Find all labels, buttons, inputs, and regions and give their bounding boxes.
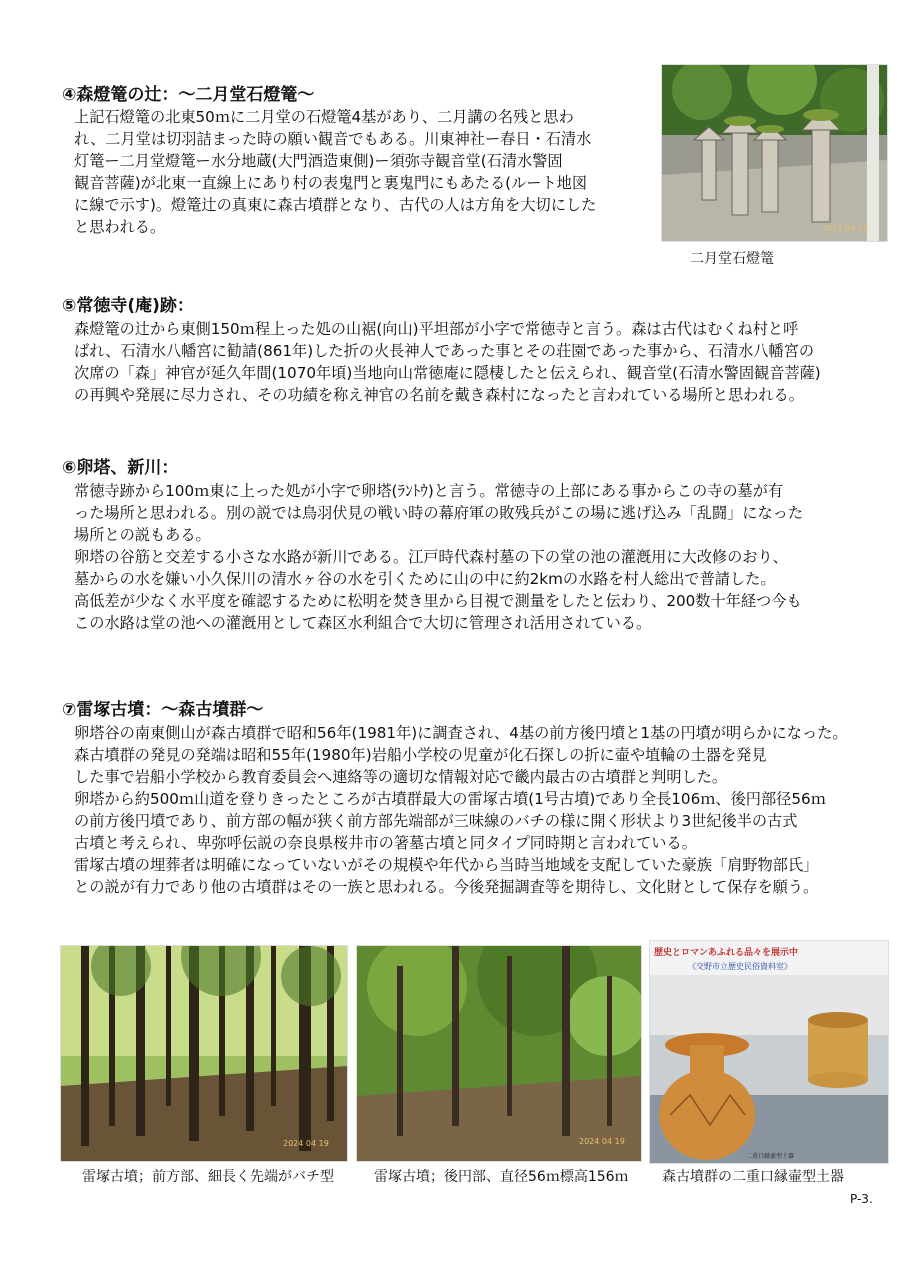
section-6-line: 卵塔の谷筋と交差する小さな水路が新川である。江戸時代森村墓の下の堂の池の灌漑用に大改修のおり、 (74, 548, 788, 566)
section-7-line: の前方後円墳であり、前方部の幅が狭く前方部先端部が三味線のバチの様に開く形状より3世紀後半の古式 (74, 812, 798, 830)
section-5-body (74, 318, 821, 406)
forest-rear-photo (356, 945, 642, 1162)
section-4-body (74, 106, 596, 238)
forest-front-photo (60, 945, 348, 1162)
section-7-line: した事で岩船小学校から教育委員会へ連絡等の適切な情報対応で畿内最古の古墳群と判明した。 (74, 768, 728, 786)
section-7-line: との説が有力であり他の古墳群はその一族と思われる。今後発掘調査等を期待し、文化財として保存を願う。 (74, 878, 819, 896)
museum-label-card: 二重口縁壷型土器 (746, 1153, 795, 1160)
forest-rear-caption: 雷塚古墳；後円部、直径56ｍ標高156ｍ (374, 1169, 629, 1185)
section-6-line: 場所との説もある。 (74, 526, 211, 544)
museum-pottery-photo (649, 940, 889, 1164)
section-6-line: った場所と思われる。別の説では鳥羽伏見の戦い時の幕府軍の敗残兵がこの場に逃げ込み「乱闘」になった (74, 504, 803, 522)
photo-date-stamp: 2024 04 19 (283, 1139, 329, 1148)
section-6-line: 高低差が少なく水平度を確認するために松明を焚き里から目視で測量をしたと伝わり、200数十年経つ今も (74, 592, 802, 610)
museum-banner-subtitle: 《交野市立歴史民俗資料室》 (688, 962, 792, 971)
page-number: P-3. (850, 1192, 873, 1206)
section-7-body (74, 722, 848, 898)
section-5-line: 森燈篭の辻から東側150ｍ程上った処の山裾(向山)平坦部が小字で常徳寺と言う。森は古代はむくね村と呼 (74, 320, 799, 338)
stone-lanterns-photo (661, 64, 888, 242)
section-4-line: と思われる。 (74, 218, 166, 236)
section-4-line: れ、二月堂は切羽詰まった時の願い観音でもある。川東神社ー春日・石清水 (74, 130, 592, 148)
section-5-heading: ⑤常徳寺(庵)跡： (62, 296, 194, 316)
section-6-line: この水路は堂の池への灌漑用として森区水利組合で大切に管理され活用されている。 (74, 614, 652, 632)
section-6-body (74, 480, 803, 634)
photo-date-stamp: 2024 04 19 (822, 224, 868, 233)
section-7-line: 森古墳群の発見の発端は昭和55年(1980年)岩船小学校の児童が化石探しの折に壷や埴輪の土器を発見 (74, 746, 767, 764)
stone-lanterns-caption: 二月堂石燈篭 (690, 251, 774, 267)
forest-front-caption: 雷塚古墳；前方部、細長く先端がバチ型 (82, 1169, 334, 1185)
section-4-line: に線で示す)。燈篭辻の真東に森古墳群となり、古代の人は方角を大切にした (74, 196, 597, 214)
section-4-line: 上記石燈篭の北東50ｍに二月堂の石燈篭4基があり、二月講の名残と思わ (74, 108, 574, 126)
section-7-heading: ⑦雷塚古墳：～森古墳群～ (62, 700, 264, 720)
section-4-heading: ④森燈篭の辻：～二月堂石燈篭～ (62, 85, 315, 105)
section-4-line: 観音菩薩)が北東一直線上にあり村の表鬼門と裏鬼門にもあたる(ルート地図 (74, 174, 588, 192)
section-7-line: 雷塚古墳の埋葬者は明確になっていないがその規模や年代から当時当地域を支配していた豪族「肩野物部氏」 (74, 856, 819, 874)
section-6-heading: ⑥卵塔、新川： (62, 458, 179, 478)
photo-date-stamp: 2024 04 19 (579, 1137, 625, 1146)
section-5-line: の再興や発展に尽力され、その功績を称え神官の名前を戴き森村になったと言われている場所と思われる。 (74, 386, 804, 404)
section-5-line: ばれ、石清水八幡宮に勧請(861年)した折の火長神人であった事とその荘園であった事から、石清水八幡宮の (74, 342, 815, 360)
section-7-line: 卵塔から約500ｍ山道を登りきったところが古墳群最大の雷塚古墳(1号古墳)であり全長106ｍ、後円部径56ｍ (74, 790, 826, 808)
section-4-line: 灯篭ー二月堂燈篭ー水分地蔵(大門酒造東側)ー須弥寺観音堂(石清水警固 (74, 152, 563, 170)
section-5-line: 次席の「森」神官が延久年間(1070年頃)当地向山常徳庵に隠棲したと伝えられ、観音堂(石清水警固観音菩薩) (74, 364, 821, 382)
section-7-line: 卵塔谷の南東側山が森古墳群で昭和56年(1981年)に調査され、4基の前方後円墳と1基の円墳が明らかになった。 (74, 724, 848, 742)
museum-banner-title: 歴史とロマンあふれる品々を展示中 (654, 948, 799, 958)
section-6-line: 墓からの水を嫌い小久保川の清水ヶ谷の水を引くために山の中に約2kmの水路を村人総出で普請した。 (74, 570, 776, 588)
museum-pottery-caption: 森古墳群の二重口縁壷型土器 (662, 1169, 844, 1185)
section-6-line: 常徳寺跡から100ｍ東に上った処が小字で卵塔(ﾗﾝﾄｳ)と言う。常徳寺の上部にある事からこの寺の墓が有 (74, 482, 784, 500)
section-7-line: 古墳と考えられ、卑弥呼伝説の奈良県桜井市の箸墓古墳と同タイプ同時期と言われている。 (74, 834, 697, 852)
